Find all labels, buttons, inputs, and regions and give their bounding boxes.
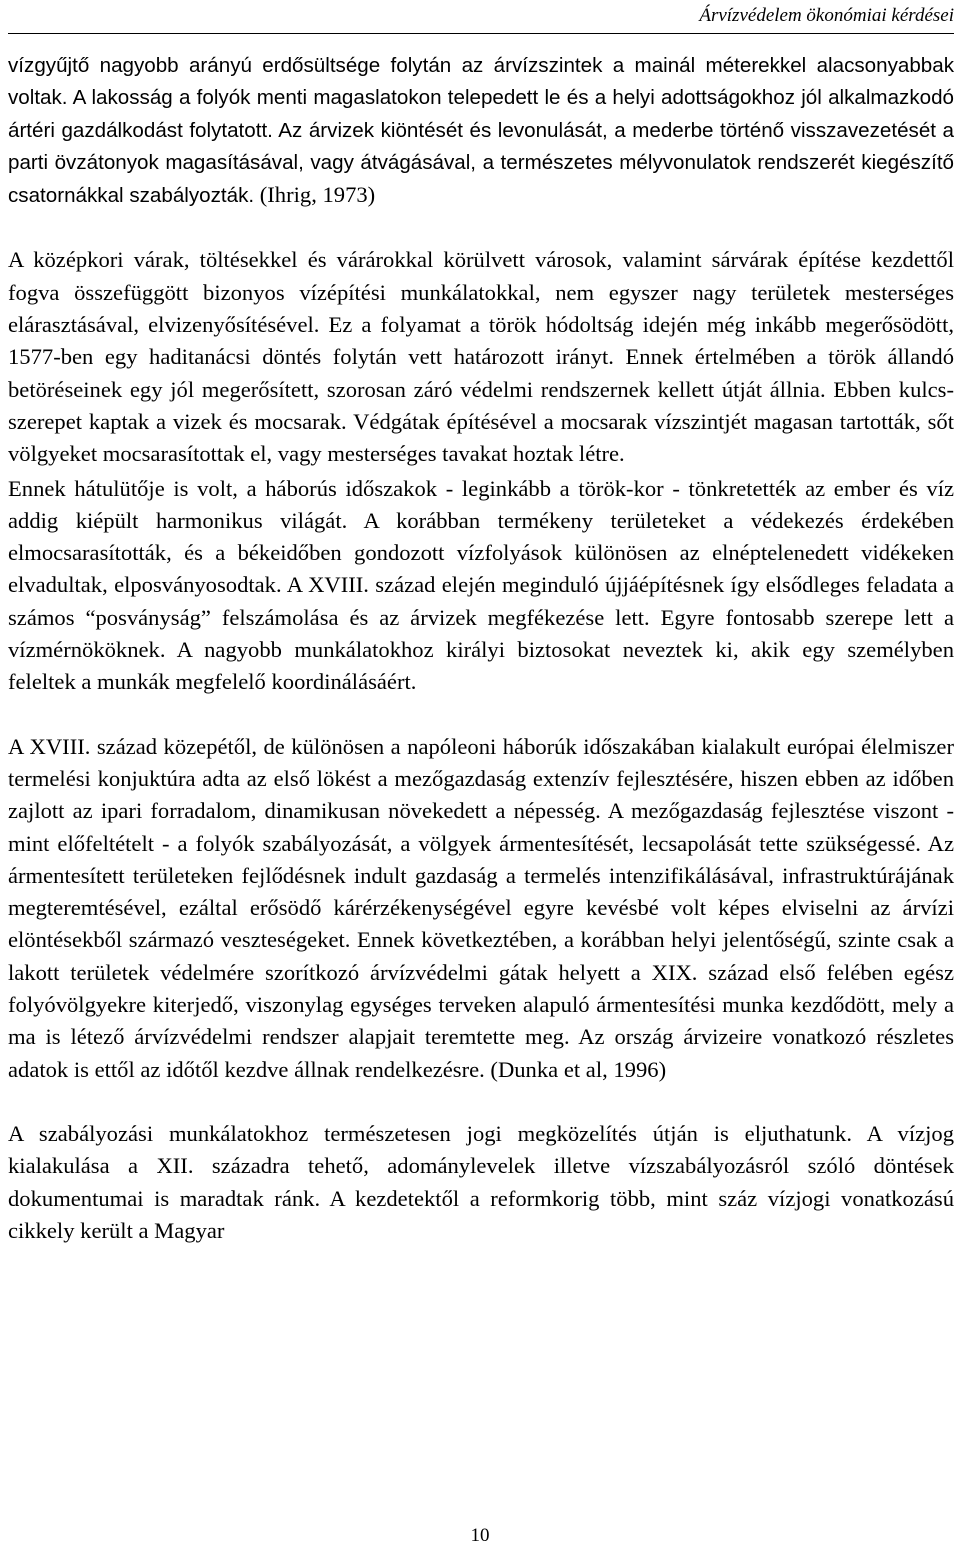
- page-body: [8, 50, 954, 1247]
- page-number: 10: [470, 1525, 490, 1546]
- paragraph-3: Ennek hátulütője is volt, a háborús időszakok - leginkább a török-kor - tönkretették az ember és víz addig kiépült harmonikus világát. A korábban termékeny területeket a védekezés érdekében elmocsarasították, és a békeidőben gondozott vízfolyások különösen az elnéptelenedett vidékeken elvadultak, elposványosodtak. A XVIII. század elején meginduló újjáépítésnek így elsődleges feladata a számos “posványság” felszámolása és az árvizek megfékezése lett. Egyre fontosabb szerepe lett a vízmérnököknek. A nagyobb munkálatokhoz királyi biztosokat neveztek ki, akik egy személyben feleltek a munkák megfelelő koordinálásáért.: [8, 475, 954, 695]
- paragraph-1-text: vízgyűjtő nagyobb arányú erdősültsége folytán az árvízszintek a mainál méterekkel alacsonyabbak voltak. A lakosság a folyók menti magaslatokon telepedett le és a helyi adottságokhoz jól alkalmazkodó ártéri gazdálkodást folytatott. Az árvizek kiöntését és levonulását, a mederbe történő visszavezetését a parti övzátonyok magasításával, vagy átvágásával, a természetes mélyvonulatok rendszerét kiegészítő csatornákkal szabályozták.: [8, 54, 954, 208]
- paragraph-1: [8, 50, 954, 212]
- paragraph-4: A XVIII. század közepétől, de különösen a napóleoni háborúk időszakában kialakult európai élelmiszer termelési konjuktúra adta az első lökést a mezőgazdaság extenzív fejlesztésére, hiszen ebben az időben zajlott az ipari forradalom, dinamikusan növekedett a népesség. A mezőgazdaság fejlesztése viszont - mint előfeltételt - a folyók szabályozását, a völgyek ármentesítését, lecsapolását tette szükségessé. Az ármentesített területeken fejlődésnek indult gazdaság a termelés intenzifikálásával, infrastruktúrájának megteremtésével, ezáltal erősödő kárérzékenységével egyre kevésbé volt képes elviselni az árvízi elöntésekből származó veszteségeket. Ennek következtében, a korábban helyi jelentőségű, szinte csak a lakott területek védelmére szorítkozó árvízvédelmi gátak helyett a XIX. század első felében egész folyóvölgyekre kiterjedő, viszonylag egységes terveken alapuló ármentesítési munka kezdődött, mely a ma is létező árvízvédelmi rendszer alapjait teremtette meg. Az ország árvizeire vonatkozó részletes adatok is ettől az időtől kezdve állnak rendelkezésre. (Dunka et al, 1996): [8, 733, 954, 1082]
- running-header: Árvízvédelem ökonómiai kérdései: [699, 5, 954, 26]
- paragraph-2: A középkori várak, töltésekkel és várárokkal körülvett városok, valamint sárvárak építése kezdettől fogva összefüggött bizonyos vízépítési munkálatokkal, nem egyszer nagy területek mesterséges elárasztásával, elvizenyősítésével. Ez a folyamat a török hódoltság idején még inkább megerősödött, 1577-ben egy haditanácsi döntés folytán vett határozott irányt. Ennek értelmében a török állandó betöréseinek egy jól megerősített, szorosan záró védelmi rendszernek kellett útját állnia. Ebben kulcs-szerepet kaptak a vizek és mocsarak. Védgátak építésével a mocsarak vízszintjét magasan tartották, sőt völgyeket mocsarasítottak el, vagy mesterséges tavakat hoztak létre.: [8, 247, 954, 467]
- paragraph-5: A szabályozási munkálatokhoz természetesen jogi megközelítés útján is eljuthatunk. A vízjog kialakulása a XII. századra tehető, adománylevelek illetve vízszabályozásról szóló döntések dokumentumai is maradtak ránk. A kezdetektől a reformkorig több, mint száz vízjogi vonatkozású cikkely került a Magyar: [8, 1120, 954, 1243]
- paragraph-spacer: [8, 212, 954, 244]
- paragraph-spacer: [8, 699, 954, 731]
- paragraph-spacer: [8, 1086, 954, 1118]
- header-rule: [8, 33, 954, 34]
- paragraph-1-citation: (Ihrig, 1973): [254, 182, 376, 208]
